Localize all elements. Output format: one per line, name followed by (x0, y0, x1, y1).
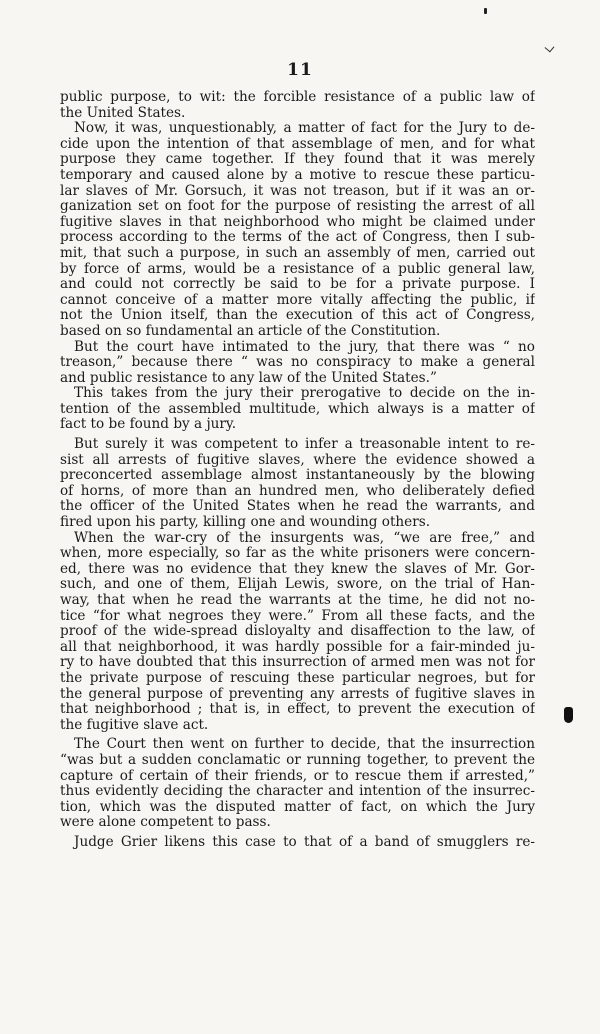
text-line: were alone competent to pass. (60, 815, 271, 831)
text-line: of horns, of more than an hundred men, who deliberately defied (60, 483, 535, 499)
text-line: all that neighborhood, it was hardly possible for a fair-minded ju- (60, 639, 535, 655)
pencil-mark (545, 43, 555, 53)
text-line: such, and one of them, Elijah Lewis, swore, on the trial of Han- (60, 577, 535, 593)
text-line: fired upon his party, killing one and wounding others. (60, 515, 431, 531)
text-line: cide upon the intention of that assemblage of men, and for what (60, 136, 535, 152)
text-line: The Court then went on further to decide, that the insurrection (74, 737, 535, 753)
text-line: the United States. (60, 105, 186, 121)
text-line: the officer of the United States when he read the warrants, and (60, 499, 535, 515)
text-line: tion, which was the disputed matter of fact, on which the Jury (60, 799, 535, 815)
body-text (60, 90, 535, 851)
text-line: sist all arrests of fugitive slaves, where the evidence showed a (60, 452, 535, 468)
text-line: When the war-cry of the insurgents was, “we are free,” and (74, 530, 535, 546)
ink-speck (484, 8, 487, 14)
text-line: that neighborhood ; that is, in effect, to prevent the execution of (60, 702, 535, 718)
page-number: 11 (287, 60, 313, 80)
text-line: cannot conceive of a matter more vitally affecting the public, if (60, 292, 535, 308)
text-line: lar slaves of Mr. Gorsuch, it was not treason, but if it was an or- (60, 183, 535, 199)
text-line: and public resistance to any law of the United States.” (60, 370, 437, 386)
text-line: Now, it was, unquestionably, a matter of fact for the Jury to de- (74, 121, 535, 137)
text-line: But surely it was competent to infer a treasonable intent to re- (74, 437, 535, 453)
text-line: tice “for what negroes they were.” From all these facts, and the (60, 608, 535, 624)
text-line: purpose they came together. If they found that it was merely (60, 152, 535, 168)
text-line: when, more especially, so far as the white prisoners were concern- (60, 546, 535, 562)
text-line: But the court have intimated to the jury, that there was “ no (74, 339, 535, 355)
text-line: not the Union itself, than the execution of this act of Congress, (60, 308, 535, 324)
text-line: and could not correctly be said to be for a private purpose. I (60, 277, 535, 293)
text-line: the private purpose of rescuing these particular negroes, but for (60, 670, 535, 686)
text-line: the general purpose of preventing any arrests of fugitive slaves in (60, 686, 535, 702)
text-line: proof of the wide-spread disloyalty and disaffection to the law, of (60, 624, 535, 640)
text-line: ry to have doubted that this insurrection of armed men was not for (60, 655, 535, 671)
text-line: way, that when he read the warrants at the time, he did not no- (60, 593, 535, 608)
ink-blot (564, 707, 573, 723)
text-line: ganization set on foot for the purpose of resisting the arrest of all (60, 199, 535, 215)
text-line: the fugitive slave act. (60, 717, 209, 733)
text-line: ed, there was no evidence that they knew the slaves of Mr. Gor- (60, 561, 535, 577)
text-line: preconcerted assemblage almost instantaneously by the blowing (60, 468, 535, 484)
text-line: fugitive slaves in that neighborhood who might be claimed under (60, 214, 535, 230)
text-line: treason,” because there “ was no conspiracy to make a general (60, 355, 535, 371)
text-line: public purpose, to wit: the forcible resistance of a public law of (60, 90, 535, 105)
text-line: fact to be found by a jury. (60, 417, 237, 433)
text-line: mit, that such a purpose, in such an assembly of men, carried out (60, 245, 535, 261)
text-line: This takes from the jury their prerogative to decide on the in- (74, 386, 535, 402)
text-line: process according to the terms of the act of Congress, then I sub- (60, 230, 535, 246)
text-line: temporary and caused alone by a motive to rescue these particu- (60, 167, 535, 183)
text-line: Judge Grier likens this case to that of a band of smugglers re- (74, 834, 535, 850)
text-line: tention of the assembled multitude, which always is a matter of (60, 401, 535, 417)
text-line: thus evidently deciding the character and intention of the insurrec- (60, 784, 535, 800)
text-line: capture of certain of their friends, or to rescue them if arrested,” (60, 768, 535, 784)
text-line: by force of arms, would be a resistance of a public general law, (60, 261, 535, 277)
text-line: based on so fundamental an article of the Constitution. (60, 323, 441, 339)
text-line: “was but a sudden conclamatic or running together, to prevent the (60, 752, 535, 768)
